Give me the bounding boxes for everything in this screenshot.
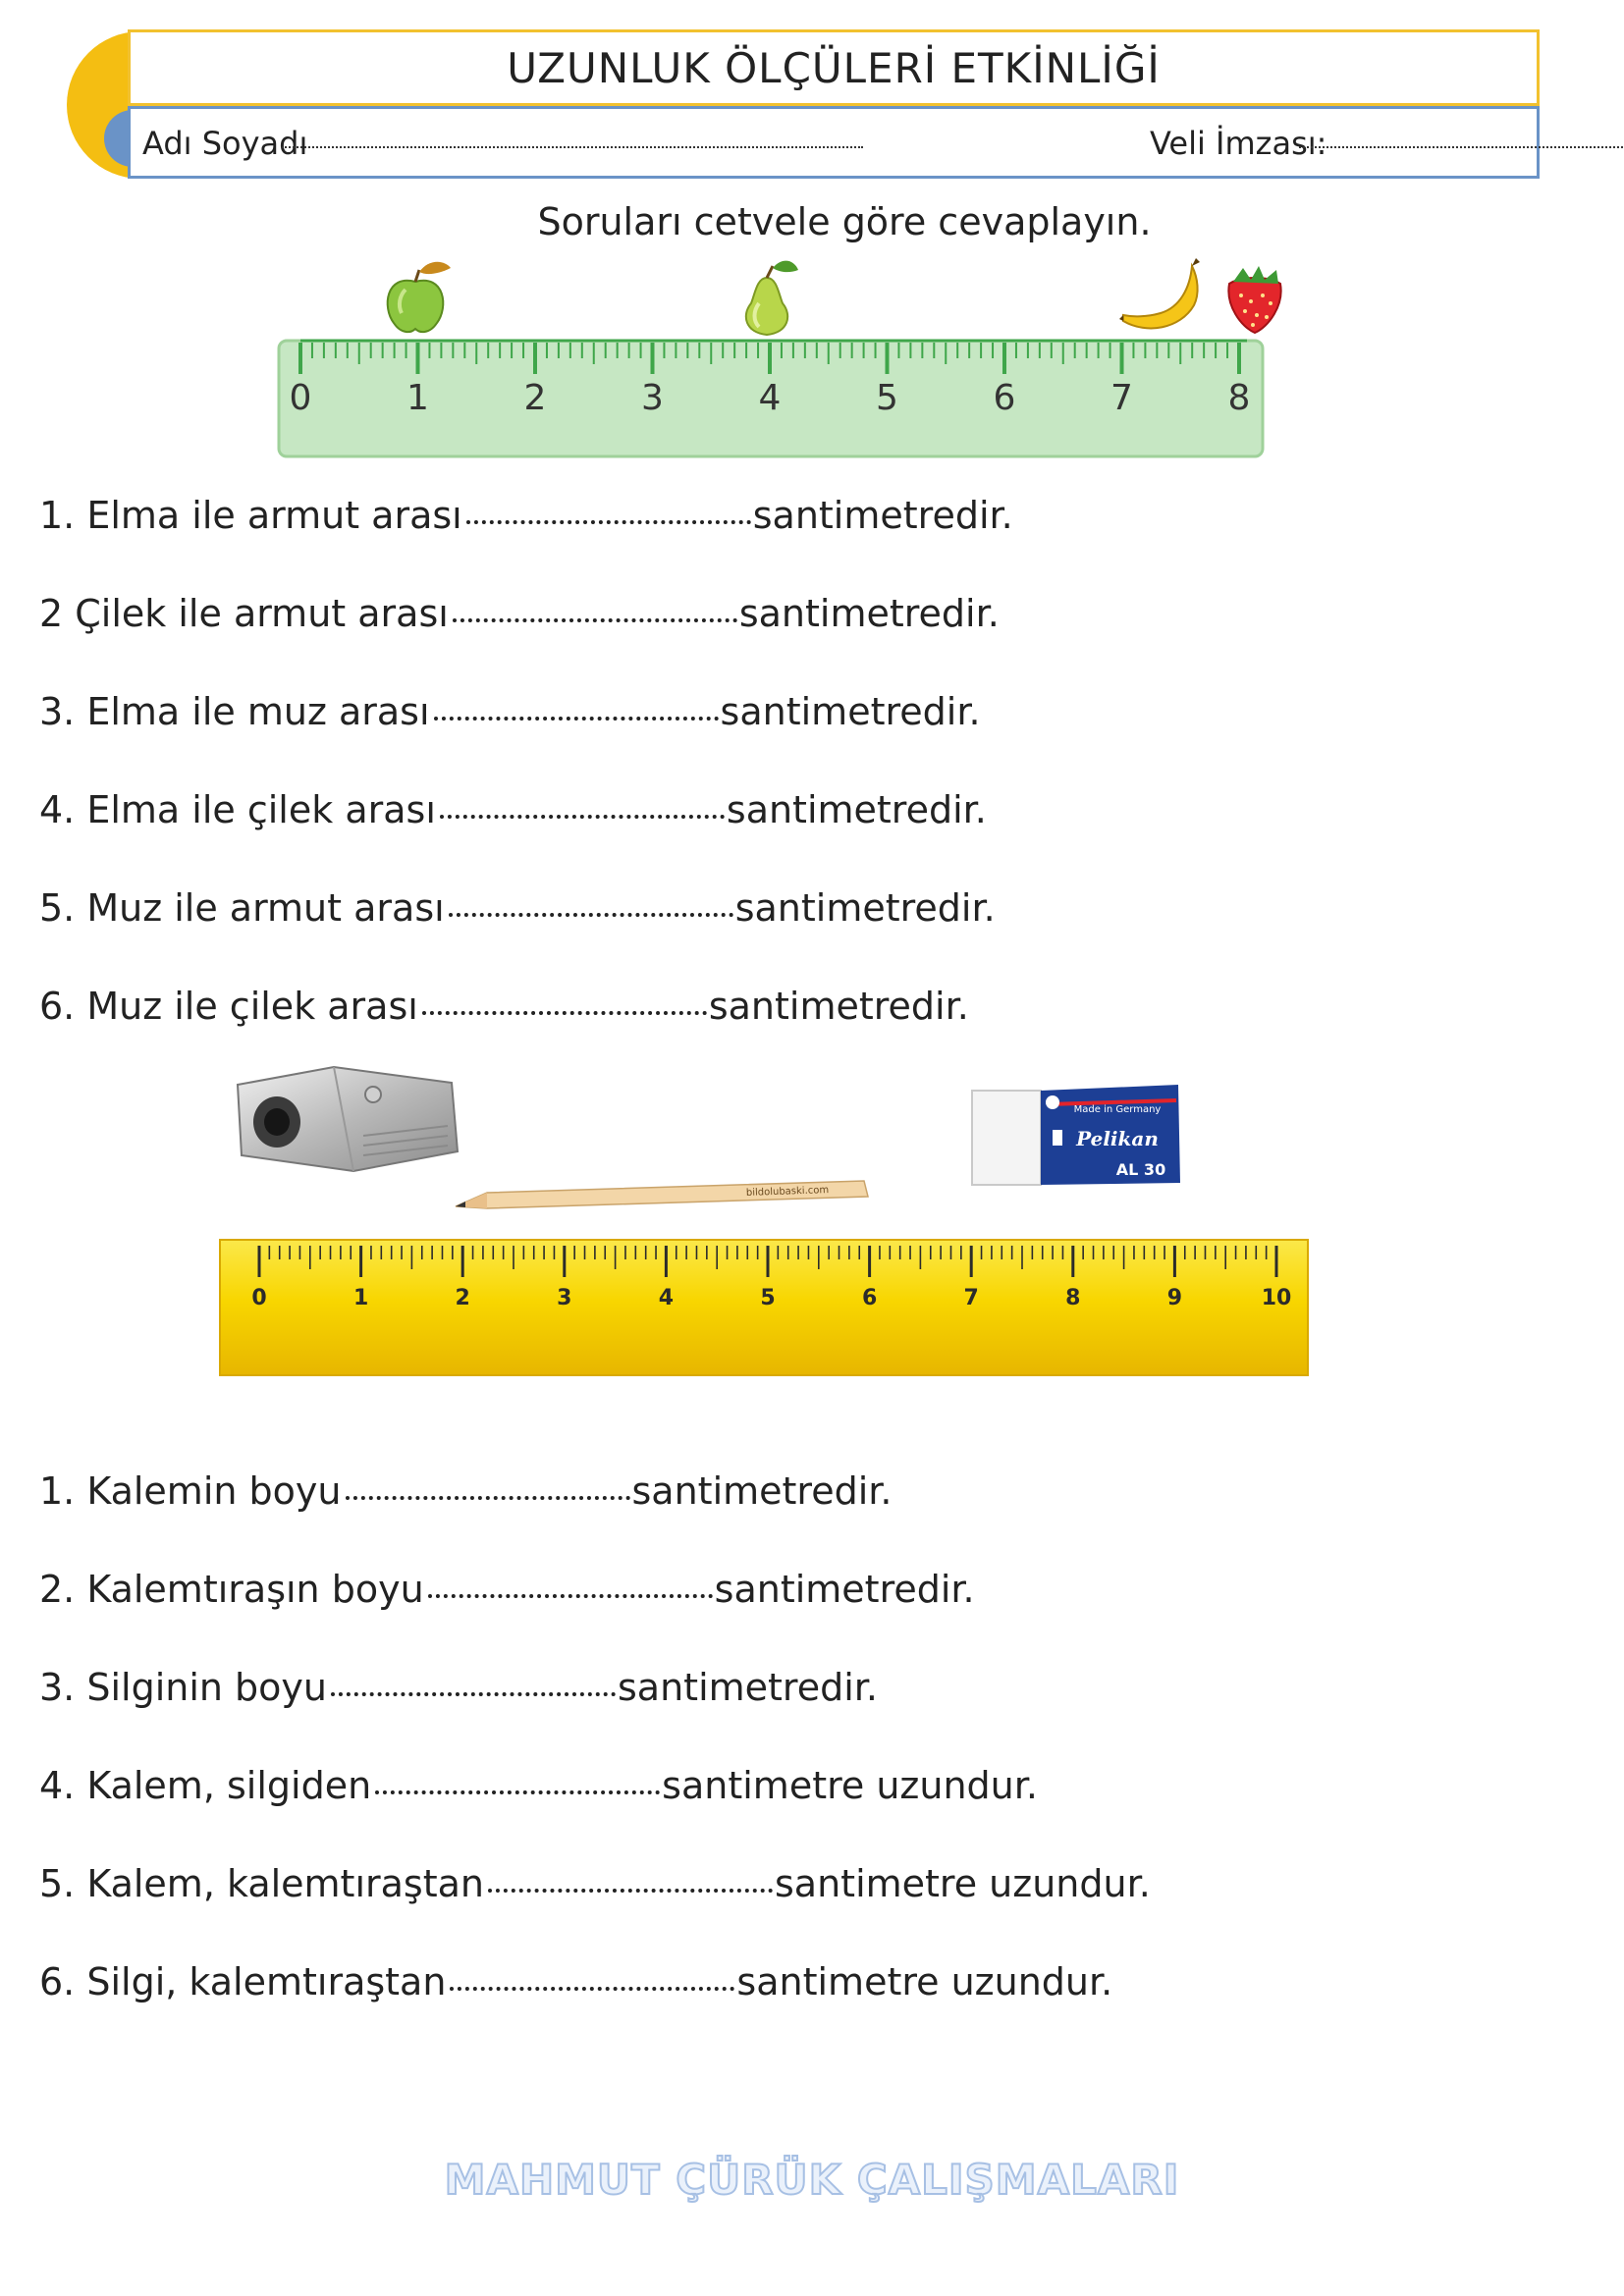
eraser-brand: Pelikan [1076, 1127, 1159, 1150]
parent-signature-label: Veli İmzası: [1150, 125, 1327, 162]
answer-blank[interactable] [422, 1011, 707, 1015]
question-unit-text: santimetre uzundur. [775, 1862, 1151, 1905]
ruler2-tick-label: 9 [1166, 1286, 1183, 1310]
question-row [39, 985, 969, 1028]
question-unit-text: santimetredir. [631, 1469, 893, 1513]
question-text: 5. Kalem, kalemtıraştan [39, 1862, 484, 1905]
question-unit-text: santimetredir. [618, 1666, 878, 1709]
sharpener-icon [238, 1067, 458, 1171]
yellow-ruler [220, 1240, 1308, 1375]
question-row [39, 1764, 1038, 1807]
question-row [39, 690, 981, 733]
ruler2-tick-label: 4 [658, 1286, 675, 1310]
fruit-ruler-figure [265, 250, 1326, 461]
pear-icon [746, 261, 798, 335]
question-row [39, 788, 987, 831]
ruler1-tick-label: 7 [1110, 378, 1133, 418]
ruler2-tick-label: 3 [557, 1286, 572, 1310]
question-unit-text: santimetredir. [714, 1568, 975, 1611]
question-row [39, 494, 1013, 537]
question-text: 3. Silginin boyu [39, 1666, 327, 1709]
answer-blank[interactable] [488, 1889, 773, 1893]
eraser-made-in: Made in Germany [1073, 1104, 1162, 1115]
parent-signature-field[interactable] [1299, 146, 1623, 148]
answer-blank[interactable] [466, 520, 751, 524]
question-text: 2. Kalemtıraşın boyu [39, 1568, 424, 1611]
eraser-model: AL 30 [1115, 1160, 1166, 1179]
answer-blank[interactable] [440, 815, 725, 819]
question-text: 3. Elma ile muz arası [39, 690, 430, 733]
question-unit-text: santimetre uzundur. [736, 1960, 1113, 2003]
apple-icon [388, 262, 451, 332]
ruler2-tick-label: 8 [1065, 1286, 1081, 1310]
ruler1-tick-label: 6 [993, 378, 1016, 418]
banana-icon [1119, 258, 1200, 328]
ruler2-tick-label: 2 [455, 1286, 470, 1310]
question-text: 1. Elma ile armut arası [39, 494, 462, 537]
ruler2-tick-label: 10 [1261, 1286, 1292, 1310]
question-text: 5. Muz ile armut arası [39, 886, 445, 930]
title-box [128, 29, 1540, 106]
answer-blank[interactable] [375, 1790, 660, 1794]
ruler1-tick-label: 1 [406, 378, 429, 418]
stationery-ruler-figure [216, 1045, 1316, 1384]
name-row [128, 106, 1540, 179]
answer-blank[interactable] [346, 1496, 630, 1500]
question-unit-text: santimetredir. [726, 788, 987, 831]
ruler1-tick-label: 8 [1227, 378, 1251, 418]
ruler2-tick-label: 6 [861, 1286, 878, 1310]
pencil-icon [456, 1181, 868, 1208]
instruction-text: Soruları cetvele göre cevaplayın. [537, 200, 1152, 243]
page-title: UZUNLUK ÖLÇÜLERİ ETKİNLİĞİ [507, 43, 1161, 92]
name-field[interactable] [282, 146, 863, 148]
ruler2-tick-label: 0 [251, 1286, 267, 1310]
ruler2-tick-label: 1 [352, 1286, 369, 1310]
question-row [39, 592, 1000, 635]
ruler1-tick-label: 3 [641, 378, 664, 418]
question-unit-text: santimetredir. [738, 592, 1000, 635]
question-row [39, 1862, 1151, 1905]
author-watermark: MAHMUT ÇÜRÜK ÇALIŞMALARI [444, 2156, 1180, 2204]
ruler2-tick-label: 7 [963, 1286, 979, 1310]
name-label: Adı Soyadı [142, 125, 308, 162]
answer-blank[interactable] [434, 717, 719, 721]
question-text: 4. Elma ile çilek arası [39, 788, 436, 831]
answer-blank[interactable] [450, 1987, 734, 1991]
ruler1-tick-label: 4 [758, 378, 782, 418]
question-text: 4. Kalem, silgiden [39, 1764, 372, 1807]
answer-blank[interactable] [428, 1594, 713, 1598]
question-row [39, 1469, 892, 1513]
question-text: 2 Çilek ile armut arası [39, 592, 449, 635]
question-row [39, 1960, 1112, 2003]
question-unit-text: santimetredir. [720, 690, 981, 733]
ruler1-tick-label: 0 [289, 378, 312, 418]
eraser-icon [972, 1085, 1180, 1185]
answer-blank[interactable] [453, 618, 737, 622]
ruler1-tick-label: 5 [876, 378, 898, 418]
question-unit-text: santimetredir. [708, 985, 969, 1028]
ruler1-tick-label: 2 [523, 378, 547, 418]
question-unit-text: santimetredir. [752, 494, 1013, 537]
question-row [39, 1666, 878, 1709]
question-text: 6. Silgi, kalemtıraştan [39, 1960, 447, 2003]
answer-blank[interactable] [331, 1692, 616, 1696]
pencil-brand-text: bildolubaski.com [745, 1185, 830, 1199]
answer-blank[interactable] [449, 913, 733, 917]
ruler2-tick-label: 5 [760, 1286, 776, 1310]
question-unit-text: santimetredir. [734, 886, 996, 930]
question-text: 1. Kalemin boyu [39, 1469, 342, 1513]
question-unit-text: santimetre uzundur. [662, 1764, 1038, 1807]
question-row [39, 1568, 975, 1611]
strawberry-icon [1228, 266, 1280, 333]
question-text: 6. Muz ile çilek arası [39, 985, 418, 1028]
question-row [39, 886, 996, 930]
